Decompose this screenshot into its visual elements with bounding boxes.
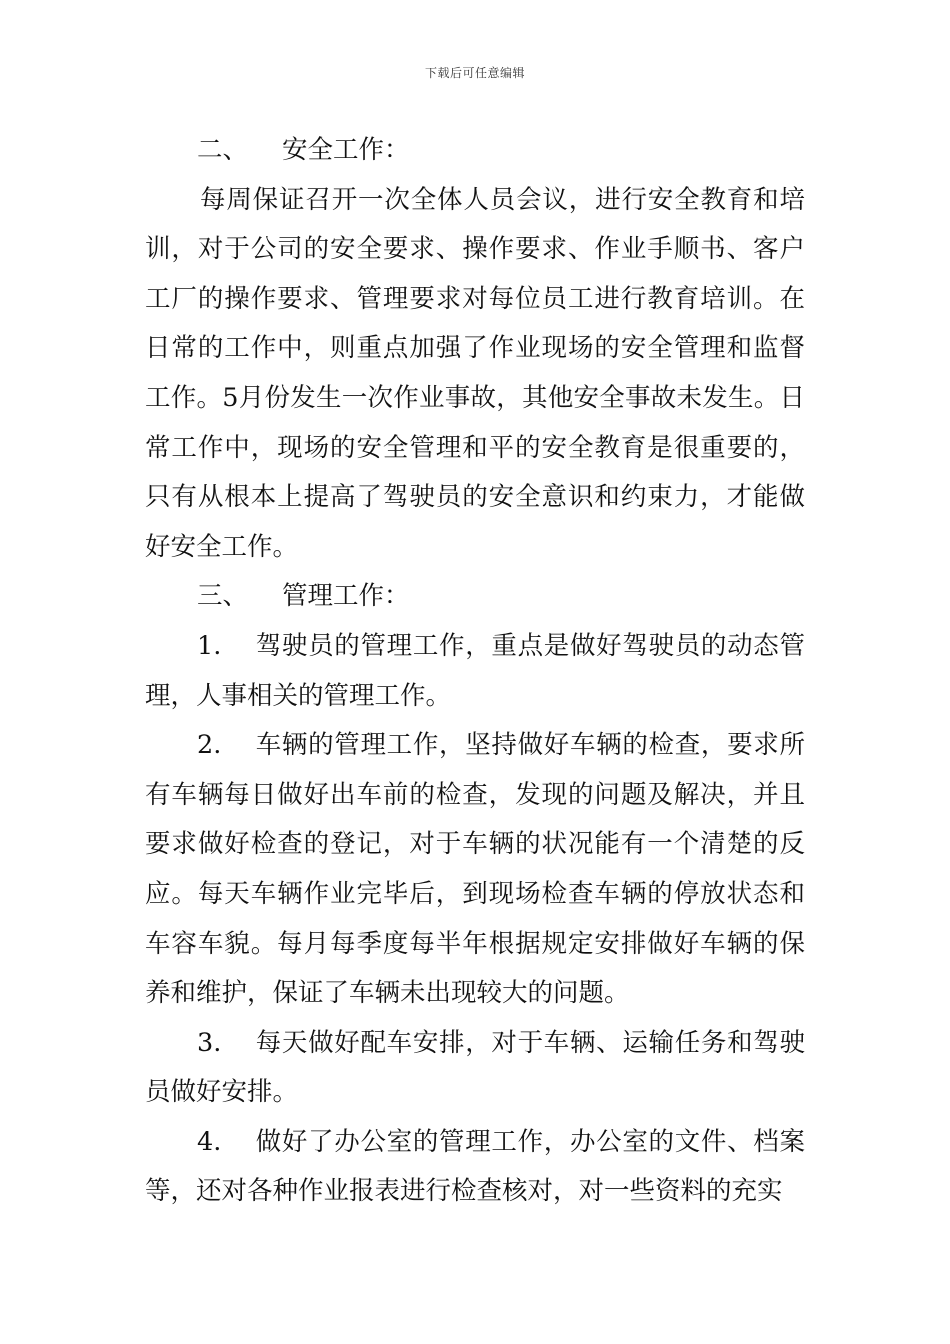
section-number: 三、 bbox=[197, 581, 249, 612]
section-title: 管理工作： bbox=[282, 581, 410, 612]
management-item-4 bbox=[145, 1118, 805, 1217]
document-body bbox=[145, 126, 805, 1217]
item-text: 做好了办公室的管理工作，办公室的文件、档案等，还对各种作业报表进行检查核对，对一些资料的充实 bbox=[145, 1126, 805, 1207]
section-number: 二、 bbox=[197, 135, 249, 165]
section-title: 安全工作： bbox=[282, 135, 410, 165]
management-item-2 bbox=[145, 721, 805, 1019]
item-number: 1. bbox=[197, 630, 222, 661]
item-text: 每天做好配车安排，对于车辆、运输任务和驾驶员做好安排。 bbox=[145, 1027, 805, 1108]
safety-paragraph: 每周保证召开一次全体人员会议，进行安全教育和培训，对于公司的安全要求、操作要求、作业手顺书、客户工厂的操作要求、管理要求对每位员工进行教育培训。在日常的工作中，则重点加强了作业现场的安全管理和监督工作。5月份发生一次作业事故，其他安全事故未发生。日常工作中，现场的安全管理和平的安全教育是很重要的，只有从根本上提高了驾驶员的安全意识和约束力，才能做好安全工作。 bbox=[145, 184, 805, 562]
item-number: 3. bbox=[197, 1027, 222, 1058]
item-text: 驾驶员的管理工作，重点是做好驾驶员的动态管理，人事相关的管理工作。 bbox=[145, 630, 805, 711]
management-item-3 bbox=[145, 1019, 805, 1118]
section-heading-management bbox=[145, 572, 805, 622]
item-number: 4. bbox=[197, 1126, 222, 1157]
page-header: 下载后可任意编辑 bbox=[424, 66, 525, 80]
section-heading-safety bbox=[145, 126, 805, 176]
item-text: 车辆的管理工作，坚持做好车辆的检查，要求所有车辆每日做好出车前的检查，发现的问题及解决，并且要求做好检查的登记，对于车辆的状况能有一个清楚的反应。每天车辆作业完毕后，到现场检查车辆的停放状态和车容车貌。每月每季度每半年根据规定安排做好车辆的保养和维护，保证了车辆未出现较大的问题。 bbox=[145, 730, 805, 1009]
item-number: 2. bbox=[197, 730, 222, 761]
management-item-1 bbox=[145, 622, 805, 721]
